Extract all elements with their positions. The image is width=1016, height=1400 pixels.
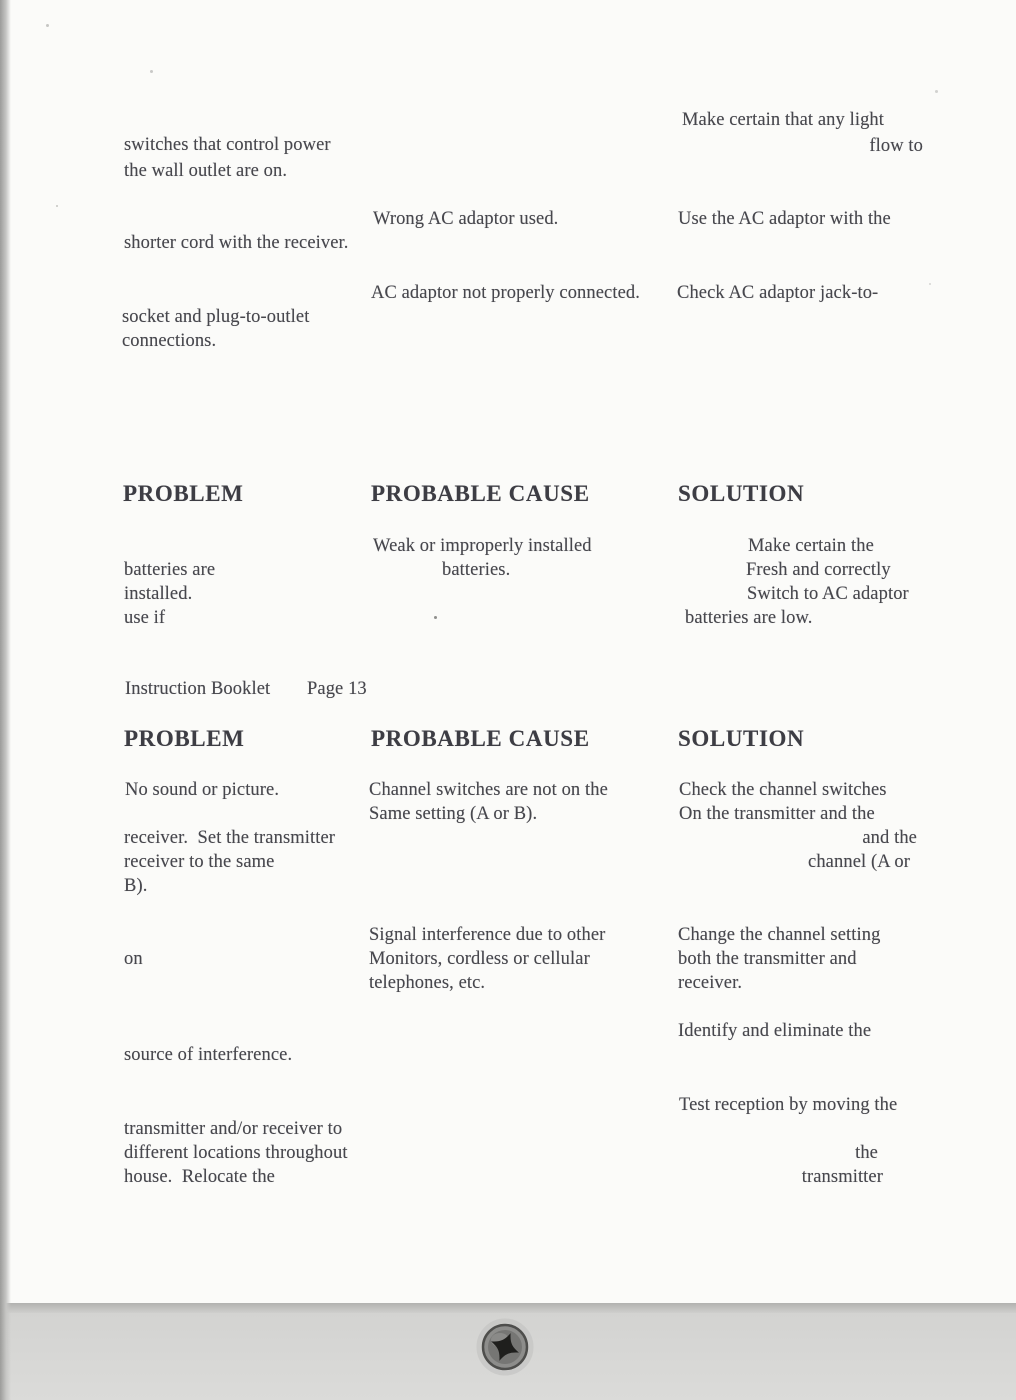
solution-line: the bbox=[855, 1143, 878, 1163]
solution-line: Check AC adaptor jack-to- bbox=[677, 283, 879, 303]
cause-line: Same setting (A or B). bbox=[369, 804, 538, 824]
scan-speckle bbox=[935, 90, 938, 93]
scan-speckle bbox=[150, 70, 153, 73]
problem-line: transmitter and/or receiver to bbox=[124, 1119, 343, 1139]
solution-line: Make certain the bbox=[748, 536, 874, 556]
scan-speckle bbox=[929, 283, 931, 285]
solution-line: Use the AC adaptor with the bbox=[678, 209, 891, 229]
problem-line: switches that control power bbox=[124, 135, 331, 155]
column-header-cause: PROBABLE CAUSE bbox=[371, 726, 590, 751]
problem-line: on bbox=[124, 949, 143, 969]
solution-line: Fresh and correctly bbox=[746, 560, 891, 580]
solution-line: receiver. bbox=[678, 973, 743, 993]
problem-line: B). bbox=[124, 876, 148, 896]
problem-line: use if bbox=[124, 608, 166, 628]
problem-line: batteries are bbox=[124, 560, 216, 580]
solution-line: Switch to AC adaptor bbox=[747, 584, 909, 604]
solution-line: both the transmitter and bbox=[678, 949, 857, 969]
booklet-title: Instruction Booklet bbox=[125, 679, 271, 699]
solution-line: Change the channel setting bbox=[678, 925, 881, 945]
cause-line: Channel switches are not on the bbox=[369, 780, 608, 800]
cause-line: Weak or improperly installed bbox=[373, 536, 592, 556]
cause-line: Monitors, cordless or cellular bbox=[369, 949, 590, 969]
solution-line: flow to bbox=[869, 136, 923, 156]
cause-line: AC adaptor not properly connected. bbox=[371, 283, 640, 303]
scan-speckle bbox=[56, 205, 58, 207]
problem-line: receiver. Set the transmitter bbox=[124, 828, 336, 848]
solution-line: On the transmitter and the bbox=[679, 804, 875, 824]
solution-line: transmitter bbox=[801, 1167, 883, 1187]
solution-line: channel (A or bbox=[808, 852, 910, 872]
scan-speckle bbox=[434, 616, 437, 619]
problem-line: house. Relocate the bbox=[124, 1167, 275, 1187]
problem-line: installed. bbox=[124, 584, 193, 604]
problem-line: the wall outlet are on. bbox=[124, 161, 288, 181]
column-header-problem: PROBLEM bbox=[123, 481, 244, 506]
phillips-screw-icon bbox=[473, 1315, 537, 1379]
cause-line: Wrong AC adaptor used. bbox=[373, 209, 559, 229]
column-header-solution: SOLUTION bbox=[678, 726, 805, 751]
solution-line: batteries are low. bbox=[685, 608, 813, 628]
problem-line: source of interference. bbox=[124, 1045, 293, 1065]
scanner-edge-strip bbox=[0, 0, 11, 1400]
cause-line: Signal interference due to other bbox=[369, 925, 606, 945]
problem-line: socket and plug-to-outlet bbox=[122, 307, 310, 327]
scan-speckle bbox=[46, 24, 49, 27]
problem-line: shorter cord with the receiver. bbox=[124, 233, 349, 253]
problem-line: connections. bbox=[122, 331, 217, 351]
paper-bottom-edge-shadow bbox=[0, 1303, 1016, 1313]
solution-line: Make certain that any light bbox=[682, 110, 885, 130]
problem-line: different locations throughout bbox=[124, 1143, 348, 1163]
column-header-cause: PROBABLE CAUSE bbox=[371, 481, 590, 506]
solution-line: Check the channel switches bbox=[679, 780, 887, 800]
cause-line: batteries. bbox=[442, 560, 511, 580]
solution-line: Test reception by moving the bbox=[679, 1095, 898, 1115]
column-header-solution: SOLUTION bbox=[678, 481, 805, 506]
solution-line: Identify and eliminate the bbox=[678, 1021, 872, 1041]
column-header-problem: PROBLEM bbox=[124, 726, 245, 751]
page-number: Page 13 bbox=[307, 679, 367, 699]
problem-line: receiver to the same bbox=[124, 852, 275, 872]
problem-line: No sound or picture. bbox=[125, 780, 280, 800]
solution-line: and the bbox=[862, 828, 917, 848]
cause-line: telephones, etc. bbox=[369, 973, 486, 993]
